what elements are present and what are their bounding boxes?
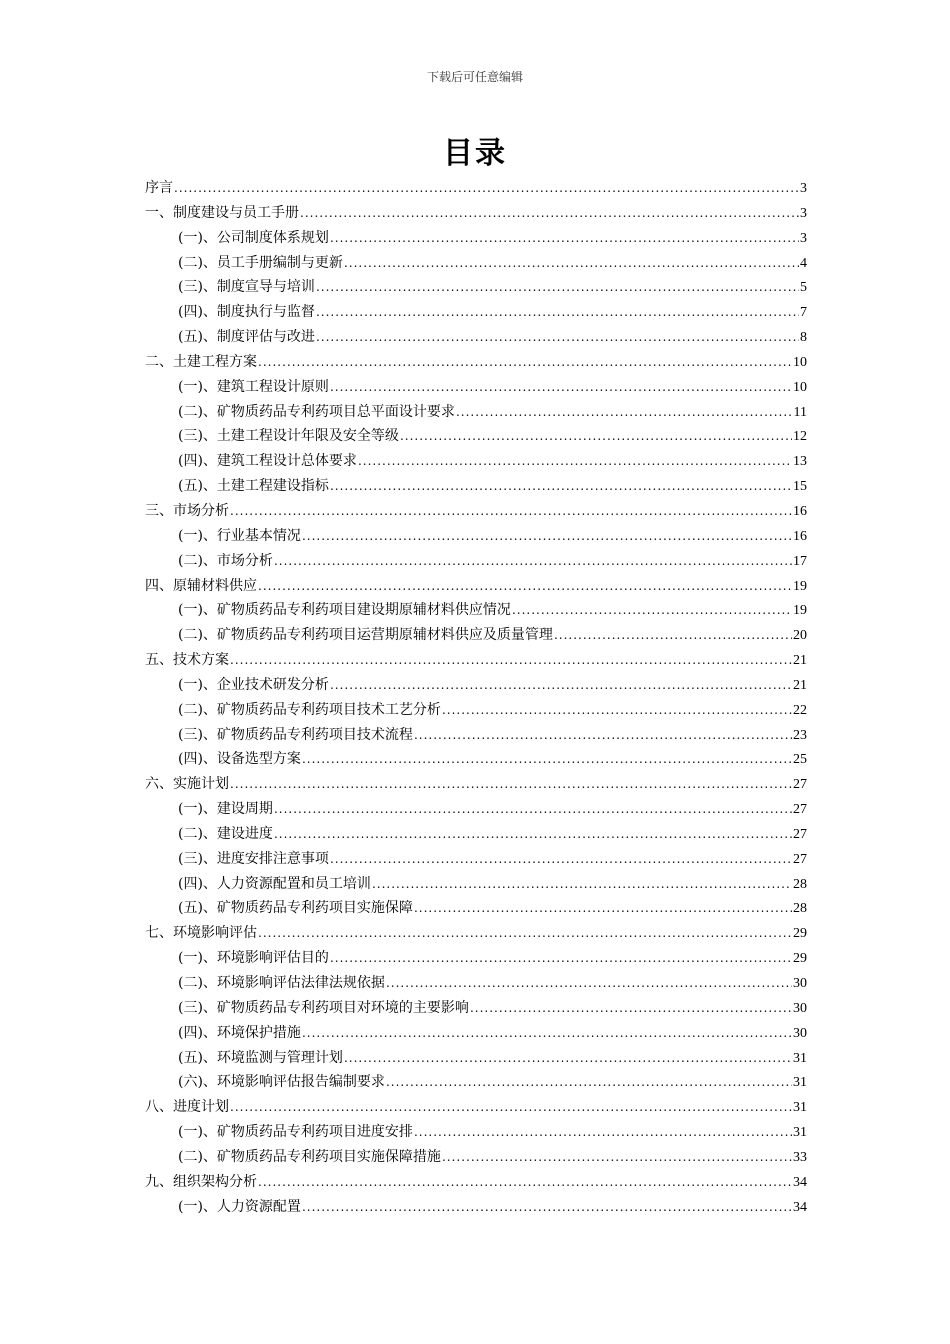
toc-dot-leader [386,971,792,996]
toc-entry-page-number: 15 [793,479,807,495]
toc-entry-page-number: 30 [793,1000,807,1016]
toc-entry-page-number: 19 [793,578,807,594]
toc-entry-title: (三)、矿物质药品专利药项目技术流程 [178,726,413,743]
toc-entry-title: (二)、矿物质药品专利药项目实施保障措施 [178,1148,441,1165]
toc-dot-leader [258,574,792,599]
toc-dot-leader [512,598,792,623]
toc-dot-leader [274,797,792,822]
toc-entry-page-number: 31 [793,1050,807,1066]
toc-entry-title: 九、组织架构分析 [145,1173,257,1190]
toc-entry-section[interactable] [145,275,807,300]
toc-entry-title: (一)、建筑工程设计原则 [178,378,329,395]
page-header-note: 下载后可任意编辑 [426,70,523,84]
toc-entry-section[interactable] [145,996,807,1021]
toc-dot-leader [274,822,792,847]
toc-dot-leader [230,499,792,524]
toc-entry-page-number: 3 [800,230,807,246]
toc-dot-leader [274,549,792,574]
toc-entry-section[interactable] [145,847,807,872]
toc-entry-section[interactable] [145,524,807,549]
toc-entry-section[interactable] [145,375,807,400]
toc-dot-leader [442,698,792,723]
toc-entry-title: 八、进度计划 [145,1099,229,1116]
toc-entry-section[interactable] [145,747,807,772]
toc-dot-leader [230,772,792,797]
toc-entry-chapter[interactable] [145,921,807,946]
toc-entry-title: (四)、人力资源配置和员工培训 [178,875,371,892]
toc-entry-title: (二)、矿物质药品专利药项目总平面设计要求 [178,403,455,420]
toc-entry-title: (五)、制度评估与改进 [178,329,315,346]
toc-entry-page-number: 13 [793,454,807,470]
toc-entry-page-number: 28 [793,876,807,892]
toc-entry-title: (三)、制度宣导与培训 [178,279,315,296]
toc-dot-leader [554,623,792,648]
toc-entry-page-number: 30 [793,976,807,991]
toc-entry-chapter[interactable] [145,574,807,599]
toc-entry-section[interactable] [145,549,807,574]
toc-entry-page-number: 34 [793,1174,807,1190]
toc-entry-section[interactable] [145,1120,807,1145]
toc-dot-leader [330,375,792,400]
toc-entry-section[interactable] [145,946,807,971]
toc-entry-chapter[interactable] [145,176,807,201]
toc-entry-section[interactable] [145,896,807,921]
toc-entry-page-number: 20 [793,628,807,644]
toc-entry-title: 四、原辅材料供应 [145,577,257,594]
toc-dot-leader [358,449,792,474]
toc-entry-page-number: 8 [800,330,807,346]
toc-entry-page-number: 34 [793,1199,807,1215]
toc-entry-page-number: 27 [793,851,807,867]
toc-dot-leader [456,400,793,425]
toc-dot-leader [316,325,799,350]
toc-entry-page-number: 27 [793,802,807,818]
toc-entry-page-number: 28 [793,901,807,917]
toc-entry-page-number: 11 [793,404,807,420]
toc-entry-title: (二)、矿物质药品专利药项目技术工艺分析 [178,701,441,718]
toc-entry-title: (五)、土建工程建设指标 [178,478,329,495]
toc-entry-title: (一)、环境影响评估目的 [178,950,329,967]
toc-dot-leader [258,1170,792,1195]
toc-entry-page-number: 22 [793,702,807,718]
toc-entry-title: 七、环境影响评估 [145,925,257,942]
toc-entry-title: (一)、建设周期 [178,801,273,818]
toc-entry-title: (三)、进度安排注意事项 [178,850,329,867]
toc-entry-title: (六)、环境影响评估报告编制要求 [178,1074,385,1091]
toc-entry-page-number: 3 [800,205,807,221]
toc-entry-title: (四)、建筑工程设计总体要求 [178,453,357,470]
toc-entry-page-number: 33 [793,1149,807,1165]
toc-entry-chapter[interactable] [145,350,807,375]
toc-entry-chapter[interactable] [145,499,807,524]
toc-entry-page-number: 23 [793,727,807,743]
toc-dot-leader [330,474,792,499]
toc-dot-leader [414,1120,792,1145]
toc-entry-page-number: 27 [793,826,807,842]
toc-dot-leader [316,275,799,300]
toc-entry-section[interactable] [145,1046,807,1071]
toc-entry-page-number: 10 [793,379,807,395]
toc-dot-leader [174,176,799,201]
toc-entry-page-number: 31 [793,1125,807,1141]
toc-entry-title: (二)、环境影响评估法律法规依据 [178,975,385,991]
toc-entry-page-number: 3 [800,181,807,196]
toc-dot-leader [316,300,799,325]
toc-entry-section[interactable] [145,1021,807,1046]
toc-dot-leader [258,350,792,375]
toc-dot-leader [230,1095,792,1120]
toc-entry-section[interactable] [145,474,807,499]
toc-entry-page-number: 31 [793,1100,807,1116]
toc-entry-title: (一)、公司制度体系规划 [178,229,329,246]
toc-entry-title: 二、土建工程方案 [145,353,257,370]
toc-entry-chapter[interactable] [145,1095,807,1120]
toc-dot-leader [330,847,792,872]
toc-entry-title: (四)、制度执行与监督 [178,304,315,321]
toc-entry-page-number: 19 [793,603,807,619]
toc-dot-leader [344,1046,792,1071]
toc-entry-section[interactable] [145,424,807,449]
toc-entry-section[interactable] [145,872,807,897]
toc-entry-page-number: 29 [793,951,807,967]
toc-title: 目录 [443,136,507,171]
toc-entry-section[interactable] [145,300,807,325]
toc-entry-title: (五)、矿物质药品专利药项目实施保障 [178,900,413,917]
toc-entry-title: 五、技术方案 [145,652,229,669]
toc-entry-section[interactable] [145,226,807,251]
toc-entry-title: (三)、土建工程设计年限及安全等级 [178,428,399,445]
toc-entry-page-number: 21 [793,653,807,669]
toc-entry-title: 三、市场分析 [145,502,229,519]
toc-dot-leader [400,424,792,449]
toc-dot-leader [470,996,792,1021]
toc-entry-page-number: 29 [793,926,807,942]
toc-entry-chapter[interactable] [145,772,807,797]
toc-dot-leader [258,921,792,946]
toc-entry-section[interactable] [145,449,807,474]
toc-entry-title: (一)、矿物质药品专利药项目进度安排 [178,1124,413,1141]
toc-dot-leader [414,723,792,748]
toc-entry-title: (一)、人力资源配置 [178,1198,301,1215]
toc-entry-title: (一)、行业基本情况 [178,527,301,544]
toc-dot-leader [442,1145,792,1170]
toc-entry-page-number: 16 [793,528,807,544]
toc-dot-leader [302,1195,792,1220]
toc-dot-leader [372,872,792,897]
toc-entry-section[interactable] [145,400,807,425]
toc-entry-section[interactable] [145,1195,807,1220]
toc-entry-section[interactable] [145,723,807,748]
toc-entry-section[interactable] [145,598,807,623]
toc-entry-page-number: 16 [793,503,807,519]
toc-entry-page-number: 7 [800,305,807,321]
toc-entry-section[interactable] [145,251,807,276]
toc-entry-section[interactable] [145,822,807,847]
toc-entry-title: 序言 [145,180,173,196]
toc-dot-leader [230,648,792,673]
toc-dot-leader [344,251,799,276]
toc-entry-section[interactable] [145,623,807,648]
toc-dot-leader [330,226,799,251]
toc-dot-leader [414,896,792,921]
toc-entry-title: 六、实施计划 [145,776,229,793]
toc-entry-page-number: 17 [793,553,807,569]
toc-entry-page-number: 31 [793,1075,807,1091]
toc-entry-page-number: 12 [793,429,807,445]
toc-entry-section[interactable] [145,325,807,350]
toc-entry-page-number: 25 [793,752,807,768]
toc-dot-leader [330,946,792,971]
toc-dot-leader [300,201,799,226]
toc-entry-page-number: 4 [800,255,807,271]
toc-entry-section[interactable] [145,971,807,996]
toc-entry-chapter[interactable] [145,648,807,673]
toc-entry-title: 一、制度建设与员工手册 [145,204,299,221]
toc-dot-leader [302,747,792,772]
toc-entry-title: (二)、员工手册编制与更新 [178,254,343,271]
toc-entry-chapter[interactable] [145,1170,807,1195]
toc-entry-section[interactable] [145,1070,807,1095]
toc-entry-page-number: 5 [800,280,807,296]
toc-entry-title: (一)、企业技术研发分析 [178,676,329,693]
toc-entry-page-number: 27 [793,777,807,793]
toc-entry-title: (二)、矿物质药品专利药项目运营期原辅材料供应及质量管理 [178,627,553,644]
toc-entry-chapter[interactable] [145,201,807,226]
toc-entry-title: (二)、建设进度 [178,825,273,842]
toc-dot-leader [302,1021,792,1046]
toc-dot-leader [302,524,792,549]
toc-list [145,176,807,1219]
toc-entry-title: (二)、市场分析 [178,552,273,569]
toc-entry-section[interactable] [145,673,807,698]
toc-entry-title: (四)、环境保护措施 [178,1024,301,1041]
toc-entry-title: (四)、设备选型方案 [178,751,301,768]
toc-entry-title: (一)、矿物质药品专利药项目建设期原辅材料供应情况 [178,602,511,619]
toc-entry-section[interactable] [145,1145,807,1170]
toc-entry-page-number: 30 [793,1025,807,1041]
toc-dot-leader [330,673,792,698]
toc-entry-section[interactable] [145,797,807,822]
toc-entry-title: (三)、矿物质药品专利药项目对环境的主要影响 [178,999,469,1016]
toc-entry-page-number: 21 [793,677,807,693]
toc-dot-leader [386,1070,792,1095]
toc-entry-page-number: 10 [793,354,807,370]
toc-entry-title: (五)、环境监测与管理计划 [178,1049,343,1066]
toc-entry-section[interactable] [145,698,807,723]
